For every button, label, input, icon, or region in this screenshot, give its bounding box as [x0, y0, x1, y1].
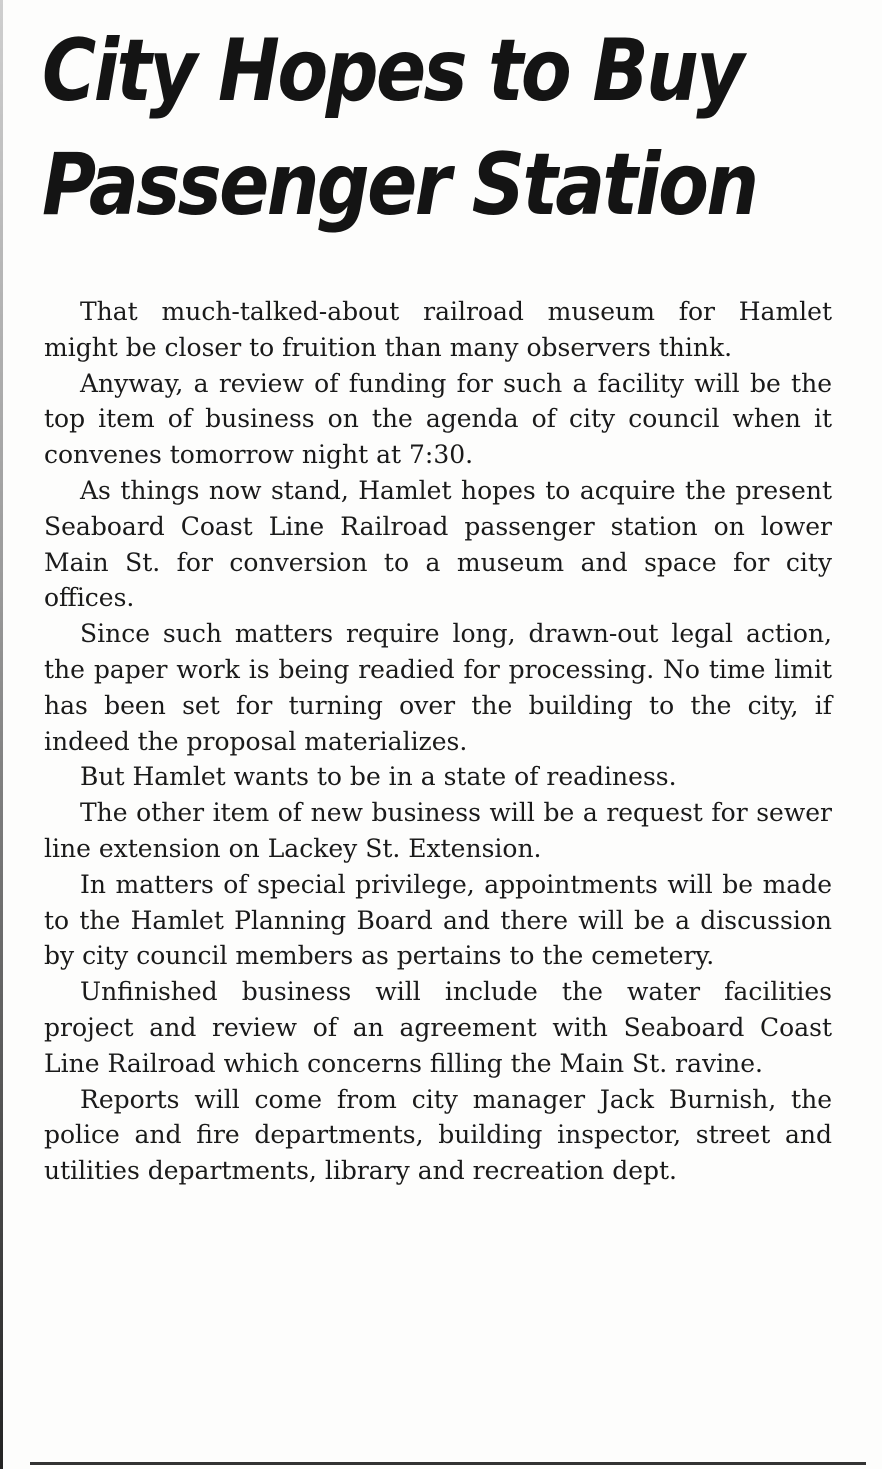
bottom-rule — [30, 1462, 866, 1465]
scan-edge-shadow — [0, 0, 3, 1469]
paragraph-unfinished-business: Unfinished business will include the water facilities project and review of an agreement with Seaboard Coast Line Railroad which concerns filling the Main St. ravine. — [44, 977, 832, 1078]
paragraph-legal-action: Since such matters require long, drawn-out legal action, the paper work is being readied for processing. No time limit has been set for turning over the building to the city, if indeed the proposal materializes. — [44, 619, 832, 756]
headline-line-2: Passenger Station — [42, 135, 757, 235]
paragraph-station-acquisition: As things now stand, Hamlet hopes to acquire the present Seaboard Coast Line Railroad passenger station on lower Main St. for conversion to a museum and space for city offices. — [44, 475, 832, 613]
article-body — [44, 294, 832, 1189]
paragraph-reports: Reports will come from city manager Jack Burnish, the police and fire departments, building inspector, street and utilities departments, library and recreation dept. — [44, 1084, 832, 1186]
paragraph-readiness: But Hamlet wants to be in a state of readiness. — [80, 762, 677, 792]
paragraph-funding-review: Anyway, a review of funding for such a facility will be the top item of business on the agenda of city council when it convenes tomorrow night at 7:30. — [44, 368, 832, 470]
paragraph-planning-board: In matters of special privilege, appointments will be made to the Hamlet Planning Board and there will be a discussion by city council members as pertains to the cemetery. — [44, 869, 832, 971]
paragraph-museum: That much-talked-about railroad museum for Hamlet might be closer to fruition than many observers think. — [44, 297, 832, 362]
headline-line-1: City Hopes to Buy — [42, 21, 742, 121]
headline — [42, 14, 757, 242]
paragraph-sewer-extension: The other item of new business will be a request for sewer line extension on Lackey St. Extension. — [44, 798, 832, 863]
